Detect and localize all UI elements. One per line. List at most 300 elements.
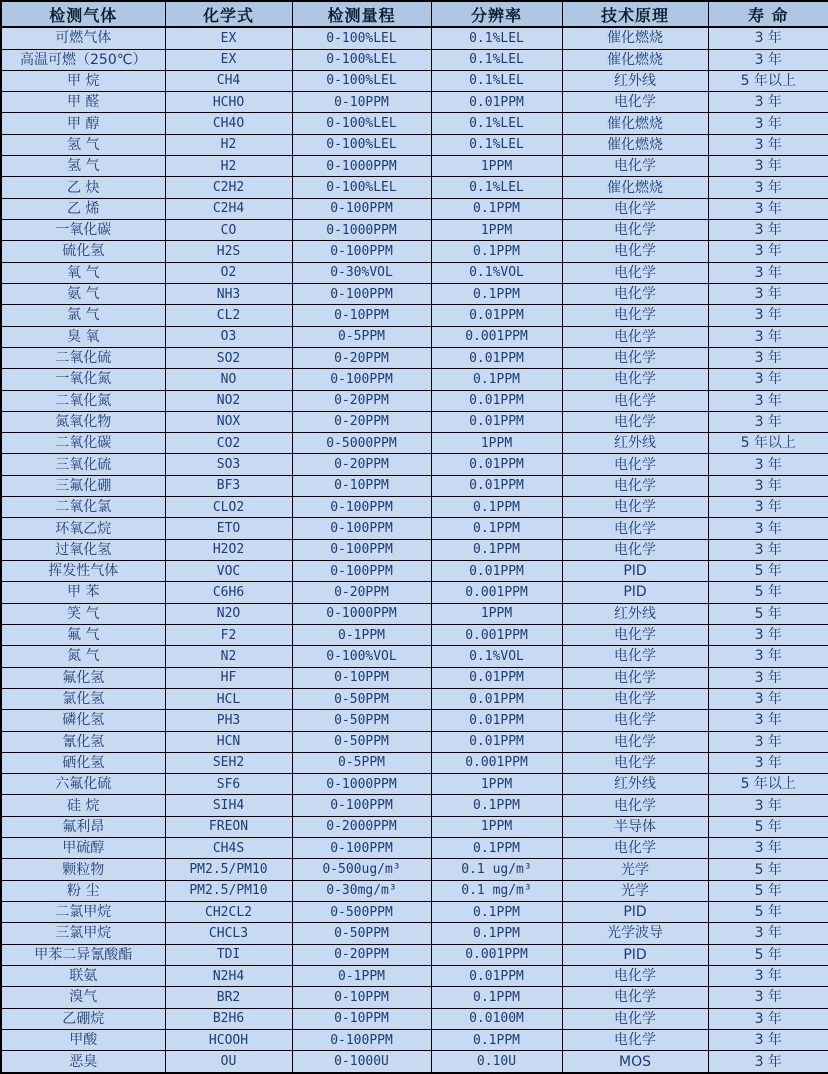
- cell-gas: 恶臭: [1, 1051, 165, 1073]
- cell-formula: CL2: [165, 305, 292, 326]
- cell-formula: N2H4: [165, 965, 292, 986]
- cell-range: 0-10PPM: [292, 305, 431, 326]
- cell-principle: 电化学: [562, 305, 708, 326]
- cell-lifespan: 3 年: [708, 241, 828, 262]
- cell-lifespan: 3 年: [708, 283, 828, 304]
- cell-resolution: 0.1PPM: [431, 987, 562, 1008]
- cell-resolution: 0.1PPM: [431, 539, 562, 560]
- cell-range: 0-30mg/m³: [292, 880, 431, 901]
- cell-lifespan: 3 年: [708, 347, 828, 368]
- cell-lifespan: 3 年: [708, 838, 828, 859]
- table-body: [1, 27, 828, 1073]
- cell-lifespan: 3 年: [708, 965, 828, 986]
- cell-gas: 溴气: [1, 987, 165, 1008]
- cell-principle: 红外线: [562, 774, 708, 795]
- cell-formula: SO3: [165, 454, 292, 475]
- cell-range: 0-100%LEL: [292, 49, 431, 70]
- cell-range: 0-100%LEL: [292, 134, 431, 155]
- cell-resolution: 0.1PPM: [431, 497, 562, 518]
- cell-principle: 半导体: [562, 816, 708, 837]
- cell-resolution: 1PPM: [431, 816, 562, 837]
- cell-gas: 二氧化氮: [1, 390, 165, 411]
- cell-range: 0-100%LEL: [292, 177, 431, 198]
- cell-range: 0-100PPM: [292, 198, 431, 219]
- cell-range: 0-1000PPM: [292, 156, 431, 177]
- cell-resolution: 0.1%VOL: [431, 646, 562, 667]
- cell-principle: 电化学: [562, 795, 708, 816]
- cell-lifespan: 3 年: [708, 27, 828, 49]
- cell-principle: 催化燃烧: [562, 113, 708, 134]
- cell-lifespan: 3 年: [708, 92, 828, 113]
- cell-resolution: 0.001PPM: [431, 624, 562, 645]
- cell-range: 0-10PPM: [292, 987, 431, 1008]
- cell-lifespan: 5 年以上: [708, 433, 828, 454]
- cell-lifespan: 3 年: [708, 390, 828, 411]
- table-row: [1, 987, 828, 1008]
- cell-formula: EX: [165, 27, 292, 49]
- cell-gas: 氰化氢: [1, 731, 165, 752]
- cell-formula: NO: [165, 369, 292, 390]
- cell-range: 0-100PPM: [292, 497, 431, 518]
- cell-formula: BF3: [165, 475, 292, 496]
- cell-resolution: 0.01PPM: [431, 731, 562, 752]
- cell-gas: 甲酸: [1, 1029, 165, 1050]
- cell-resolution: 0.1PPM: [431, 241, 562, 262]
- cell-lifespan: 3 年: [708, 987, 828, 1008]
- cell-principle: 电化学: [562, 390, 708, 411]
- cell-principle: 红外线: [562, 603, 708, 624]
- cell-range: 0-5000PPM: [292, 433, 431, 454]
- cell-formula: OU: [165, 1051, 292, 1073]
- column-header-formula: 化学式: [165, 1, 292, 27]
- cell-formula: N2O: [165, 603, 292, 624]
- table-row: [1, 177, 828, 198]
- cell-formula: PM2.5/PM10: [165, 880, 292, 901]
- cell-lifespan: 3 年: [708, 454, 828, 475]
- cell-principle: 电化学: [562, 497, 708, 518]
- cell-formula: NOX: [165, 411, 292, 432]
- table-row: [1, 347, 828, 368]
- cell-formula: CH4: [165, 70, 292, 91]
- table-row: [1, 1029, 828, 1050]
- cell-range: 0-50PPM: [292, 688, 431, 709]
- table-row: [1, 923, 828, 944]
- column-header-principle: 技术原理: [562, 1, 708, 27]
- cell-lifespan: 3 年: [708, 624, 828, 645]
- cell-lifespan: 3 年: [708, 156, 828, 177]
- table-row: [1, 902, 828, 923]
- cell-range: 0-30%VOL: [292, 262, 431, 283]
- cell-formula: HF: [165, 667, 292, 688]
- table-row: [1, 326, 828, 347]
- cell-lifespan: 3 年: [708, 646, 828, 667]
- cell-principle: 电化学: [562, 987, 708, 1008]
- cell-formula: H2: [165, 134, 292, 155]
- cell-range: 0-1000PPM: [292, 774, 431, 795]
- cell-lifespan: 5 年: [708, 944, 828, 965]
- cell-range: 0-50PPM: [292, 731, 431, 752]
- cell-lifespan: 3 年: [708, 475, 828, 496]
- cell-range: 0-1000PPM: [292, 220, 431, 241]
- cell-formula: N2: [165, 646, 292, 667]
- cell-gas: 三氯甲烷: [1, 923, 165, 944]
- table-row: [1, 390, 828, 411]
- cell-principle: 电化学: [562, 731, 708, 752]
- cell-resolution: 0.01PPM: [431, 347, 562, 368]
- table-row: [1, 411, 828, 432]
- column-header-gas: 检测气体: [1, 1, 165, 27]
- table-row: [1, 241, 828, 262]
- cell-lifespan: 5 年: [708, 816, 828, 837]
- cell-resolution: 0.001PPM: [431, 582, 562, 603]
- cell-principle: PID: [562, 582, 708, 603]
- cell-resolution: 0.01PPM: [431, 710, 562, 731]
- cell-formula: CH4S: [165, 838, 292, 859]
- cell-principle: 电化学: [562, 710, 708, 731]
- cell-range: 0-10PPM: [292, 1008, 431, 1029]
- cell-gas: 二氧化硫: [1, 347, 165, 368]
- cell-range: 0-100PPM: [292, 838, 431, 859]
- cell-resolution: 0.1%LEL: [431, 49, 562, 70]
- table-row: [1, 518, 828, 539]
- cell-range: 0-20PPM: [292, 411, 431, 432]
- cell-gas: 磷化氢: [1, 710, 165, 731]
- cell-formula: PM2.5/PM10: [165, 859, 292, 880]
- cell-formula: H2: [165, 156, 292, 177]
- cell-gas: 氟利昂: [1, 816, 165, 837]
- cell-resolution: 0.1PPM: [431, 369, 562, 390]
- table-row: [1, 795, 828, 816]
- cell-range: 0-50PPM: [292, 923, 431, 944]
- cell-lifespan: 3 年: [708, 1051, 828, 1073]
- cell-gas: 挥发性气体: [1, 561, 165, 582]
- table-row: [1, 220, 828, 241]
- cell-gas: 甲 烷: [1, 70, 165, 91]
- cell-resolution: 0.01PPM: [431, 965, 562, 986]
- cell-formula: F2: [165, 624, 292, 645]
- cell-range: 0-100PPM: [292, 241, 431, 262]
- cell-resolution: 0.1PPM: [431, 198, 562, 219]
- table-row: [1, 49, 828, 70]
- cell-range: 0-20PPM: [292, 944, 431, 965]
- cell-principle: 红外线: [562, 70, 708, 91]
- table-row: [1, 134, 828, 155]
- cell-principle: 电化学: [562, 838, 708, 859]
- cell-principle: 电化学: [562, 518, 708, 539]
- cell-formula: CHCL3: [165, 923, 292, 944]
- table-row: [1, 582, 828, 603]
- cell-formula: H2S: [165, 241, 292, 262]
- table-row: [1, 710, 828, 731]
- cell-formula: EX: [165, 49, 292, 70]
- cell-principle: 电化学: [562, 347, 708, 368]
- table-row: [1, 752, 828, 773]
- cell-resolution: 0.1PPM: [431, 902, 562, 923]
- cell-formula: SF6: [165, 774, 292, 795]
- cell-principle: PID: [562, 944, 708, 965]
- cell-lifespan: 5 年: [708, 880, 828, 901]
- cell-gas: 臭 氧: [1, 326, 165, 347]
- table-row: [1, 816, 828, 837]
- cell-gas: 甲硫醇: [1, 838, 165, 859]
- cell-gas: 笑 气: [1, 603, 165, 624]
- table-row: [1, 283, 828, 304]
- cell-resolution: 0.01PPM: [431, 390, 562, 411]
- cell-principle: 电化学: [562, 156, 708, 177]
- cell-lifespan: 5 年: [708, 902, 828, 923]
- cell-resolution: 0.1%LEL: [431, 27, 562, 49]
- cell-lifespan: 5 年以上: [708, 774, 828, 795]
- cell-range: 0-100%LEL: [292, 70, 431, 91]
- cell-gas: 乙硼烷: [1, 1008, 165, 1029]
- cell-lifespan: 3 年: [708, 667, 828, 688]
- cell-gas: 粉 尘: [1, 880, 165, 901]
- cell-resolution: 0.1%LEL: [431, 70, 562, 91]
- cell-principle: 催化燃烧: [562, 177, 708, 198]
- cell-gas: 氟 气: [1, 624, 165, 645]
- cell-lifespan: 5 年: [708, 561, 828, 582]
- cell-gas: 一氧化碳: [1, 220, 165, 241]
- column-header-lifespan: 寿 命: [708, 1, 828, 27]
- cell-principle: 电化学: [562, 198, 708, 219]
- column-header-range: 检测量程: [292, 1, 431, 27]
- cell-formula: SO2: [165, 347, 292, 368]
- cell-range: 0-10PPM: [292, 92, 431, 113]
- cell-range: 0-100PPM: [292, 518, 431, 539]
- cell-range: 0-100PPM: [292, 369, 431, 390]
- cell-resolution: 0.1PPM: [431, 1029, 562, 1050]
- cell-range: 0-5PPM: [292, 752, 431, 773]
- table-row: [1, 92, 828, 113]
- cell-principle: PID: [562, 561, 708, 582]
- cell-range: 0-100PPM: [292, 283, 431, 304]
- table-row: [1, 731, 828, 752]
- cell-gas: 颗粒物: [1, 859, 165, 880]
- cell-lifespan: 3 年: [708, 369, 828, 390]
- cell-gas: 三氟化硼: [1, 475, 165, 496]
- table-header: [1, 1, 828, 27]
- cell-lifespan: 3 年: [708, 49, 828, 70]
- table-row: [1, 944, 828, 965]
- cell-principle: 电化学: [562, 262, 708, 283]
- cell-resolution: 1PPM: [431, 156, 562, 177]
- cell-range: 0-1PPM: [292, 965, 431, 986]
- table-row: [1, 880, 828, 901]
- cell-resolution: 0.01PPM: [431, 475, 562, 496]
- cell-principle: 电化学: [562, 283, 708, 304]
- cell-range: 0-20PPM: [292, 390, 431, 411]
- table-row: [1, 369, 828, 390]
- cell-principle: 催化燃烧: [562, 49, 708, 70]
- cell-formula: BR2: [165, 987, 292, 1008]
- cell-gas: 六氟化硫: [1, 774, 165, 795]
- cell-lifespan: 3 年: [708, 305, 828, 326]
- cell-lifespan: 3 年: [708, 752, 828, 773]
- table-row: [1, 646, 828, 667]
- cell-range: 0-500ug/m³: [292, 859, 431, 880]
- cell-resolution: 1PPM: [431, 603, 562, 624]
- table-row: [1, 262, 828, 283]
- table-row: [1, 305, 828, 326]
- cell-principle: 电化学: [562, 241, 708, 262]
- cell-gas: 环氧乙烷: [1, 518, 165, 539]
- cell-resolution: 0.1PPM: [431, 283, 562, 304]
- cell-lifespan: 3 年: [708, 518, 828, 539]
- cell-gas: 甲苯二异氰酸酯: [1, 944, 165, 965]
- table-row: [1, 539, 828, 560]
- cell-formula: HCHO: [165, 92, 292, 113]
- cell-lifespan: 3 年: [708, 411, 828, 432]
- cell-gas: 联氨: [1, 965, 165, 986]
- cell-gas: 一氧化氮: [1, 369, 165, 390]
- cell-principle: 电化学: [562, 1029, 708, 1050]
- cell-lifespan: 3 年: [708, 923, 828, 944]
- cell-lifespan: 3 年: [708, 177, 828, 198]
- cell-resolution: 0.01PPM: [431, 454, 562, 475]
- cell-formula: C2H4: [165, 198, 292, 219]
- cell-resolution: 0.01PPM: [431, 561, 562, 582]
- table-row: [1, 156, 828, 177]
- cell-formula: HCN: [165, 731, 292, 752]
- cell-formula: CH2CL2: [165, 902, 292, 923]
- cell-formula: CH4O: [165, 113, 292, 134]
- cell-resolution: 0.1%LEL: [431, 113, 562, 134]
- cell-gas: 氨 气: [1, 283, 165, 304]
- table-row: [1, 475, 828, 496]
- cell-principle: 光学: [562, 859, 708, 880]
- cell-lifespan: 5 年: [708, 582, 828, 603]
- cell-gas: 二氯甲烷: [1, 902, 165, 923]
- column-header-resolution: 分辨率: [431, 1, 562, 27]
- table-row: [1, 774, 828, 795]
- cell-range: 0-100PPM: [292, 561, 431, 582]
- cell-formula: FREON: [165, 816, 292, 837]
- header-row: [1, 1, 828, 27]
- table-row: [1, 838, 828, 859]
- cell-principle: 电化学: [562, 752, 708, 773]
- cell-lifespan: 3 年: [708, 539, 828, 560]
- cell-principle: 电化学: [562, 411, 708, 432]
- cell-principle: 电化学: [562, 1008, 708, 1029]
- cell-resolution: 0.1 mg/m³: [431, 880, 562, 901]
- cell-principle: 电化学: [562, 92, 708, 113]
- table-row: [1, 198, 828, 219]
- cell-gas: 氧 气: [1, 262, 165, 283]
- cell-gas: 氮 气: [1, 646, 165, 667]
- cell-principle: 电化学: [562, 454, 708, 475]
- table-row: [1, 1051, 828, 1073]
- cell-range: 0-1000U: [292, 1051, 431, 1073]
- table-row: [1, 497, 828, 518]
- cell-range: 0-10PPM: [292, 475, 431, 496]
- cell-lifespan: 3 年: [708, 688, 828, 709]
- cell-formula: NH3: [165, 283, 292, 304]
- cell-range: 0-20PPM: [292, 582, 431, 603]
- cell-resolution: 0.01PPM: [431, 411, 562, 432]
- cell-gas: 三氧化硫: [1, 454, 165, 475]
- cell-gas: 过氧化氢: [1, 539, 165, 560]
- cell-range: 0-20PPM: [292, 454, 431, 475]
- cell-gas: 硒化氢: [1, 752, 165, 773]
- cell-resolution: 0.1PPM: [431, 518, 562, 539]
- cell-resolution: 0.10U: [431, 1051, 562, 1073]
- cell-range: 0-100PPM: [292, 795, 431, 816]
- cell-principle: 电化学: [562, 475, 708, 496]
- cell-range: 0-50PPM: [292, 710, 431, 731]
- cell-formula: TDI: [165, 944, 292, 965]
- cell-principle: 催化燃烧: [562, 134, 708, 155]
- cell-formula: HCOOH: [165, 1029, 292, 1050]
- cell-gas: 氯化氢: [1, 688, 165, 709]
- cell-formula: O3: [165, 326, 292, 347]
- table-row: [1, 70, 828, 91]
- cell-formula: C2H2: [165, 177, 292, 198]
- cell-range: 0-10PPM: [292, 667, 431, 688]
- cell-formula: H2O2: [165, 539, 292, 560]
- cell-resolution: 0.1PPM: [431, 795, 562, 816]
- cell-lifespan: 3 年: [708, 262, 828, 283]
- cell-principle: 电化学: [562, 646, 708, 667]
- cell-lifespan: 3 年: [708, 1029, 828, 1050]
- cell-formula: SIH4: [165, 795, 292, 816]
- table-row: [1, 433, 828, 454]
- table-row: [1, 859, 828, 880]
- table-row: [1, 688, 828, 709]
- cell-gas: 甲 醛: [1, 92, 165, 113]
- cell-lifespan: 3 年: [708, 1008, 828, 1029]
- cell-lifespan: 3 年: [708, 731, 828, 752]
- cell-formula: HCL: [165, 688, 292, 709]
- cell-resolution: 0.1PPM: [431, 838, 562, 859]
- table-row: [1, 1008, 828, 1029]
- cell-resolution: 1PPM: [431, 774, 562, 795]
- cell-range: 0-2000PPM: [292, 816, 431, 837]
- cell-principle: 电化学: [562, 220, 708, 241]
- cell-lifespan: 3 年: [708, 220, 828, 241]
- table-row: [1, 965, 828, 986]
- cell-principle: 红外线: [562, 433, 708, 454]
- cell-range: 0-1PPM: [292, 624, 431, 645]
- cell-resolution: 0.1%VOL: [431, 262, 562, 283]
- cell-resolution: 1PPM: [431, 433, 562, 454]
- cell-resolution: 0.01PPM: [431, 305, 562, 326]
- table-row: [1, 603, 828, 624]
- cell-lifespan: 3 年: [708, 113, 828, 134]
- cell-resolution: 0.0100M: [431, 1008, 562, 1029]
- cell-resolution: 0.01PPM: [431, 688, 562, 709]
- cell-principle: 电化学: [562, 326, 708, 347]
- cell-formula: NO2: [165, 390, 292, 411]
- cell-principle: 电化学: [562, 539, 708, 560]
- cell-range: 0-20PPM: [292, 347, 431, 368]
- cell-principle: 光学: [562, 880, 708, 901]
- cell-range: 0-100%LEL: [292, 113, 431, 134]
- cell-principle: 催化燃烧: [562, 27, 708, 49]
- cell-gas: 氯 气: [1, 305, 165, 326]
- table-row: [1, 624, 828, 645]
- cell-formula: CO: [165, 220, 292, 241]
- cell-range: 0-100PPM: [292, 539, 431, 560]
- cell-formula: VOC: [165, 561, 292, 582]
- cell-gas: 甲 醇: [1, 113, 165, 134]
- cell-lifespan: 5 年以上: [708, 70, 828, 91]
- cell-range: 0-100PPM: [292, 1029, 431, 1050]
- cell-resolution: 1PPM: [431, 220, 562, 241]
- table-row: [1, 113, 828, 134]
- cell-resolution: 0.1PPM: [431, 923, 562, 944]
- cell-lifespan: 5 年: [708, 603, 828, 624]
- cell-resolution: 0.01PPM: [431, 92, 562, 113]
